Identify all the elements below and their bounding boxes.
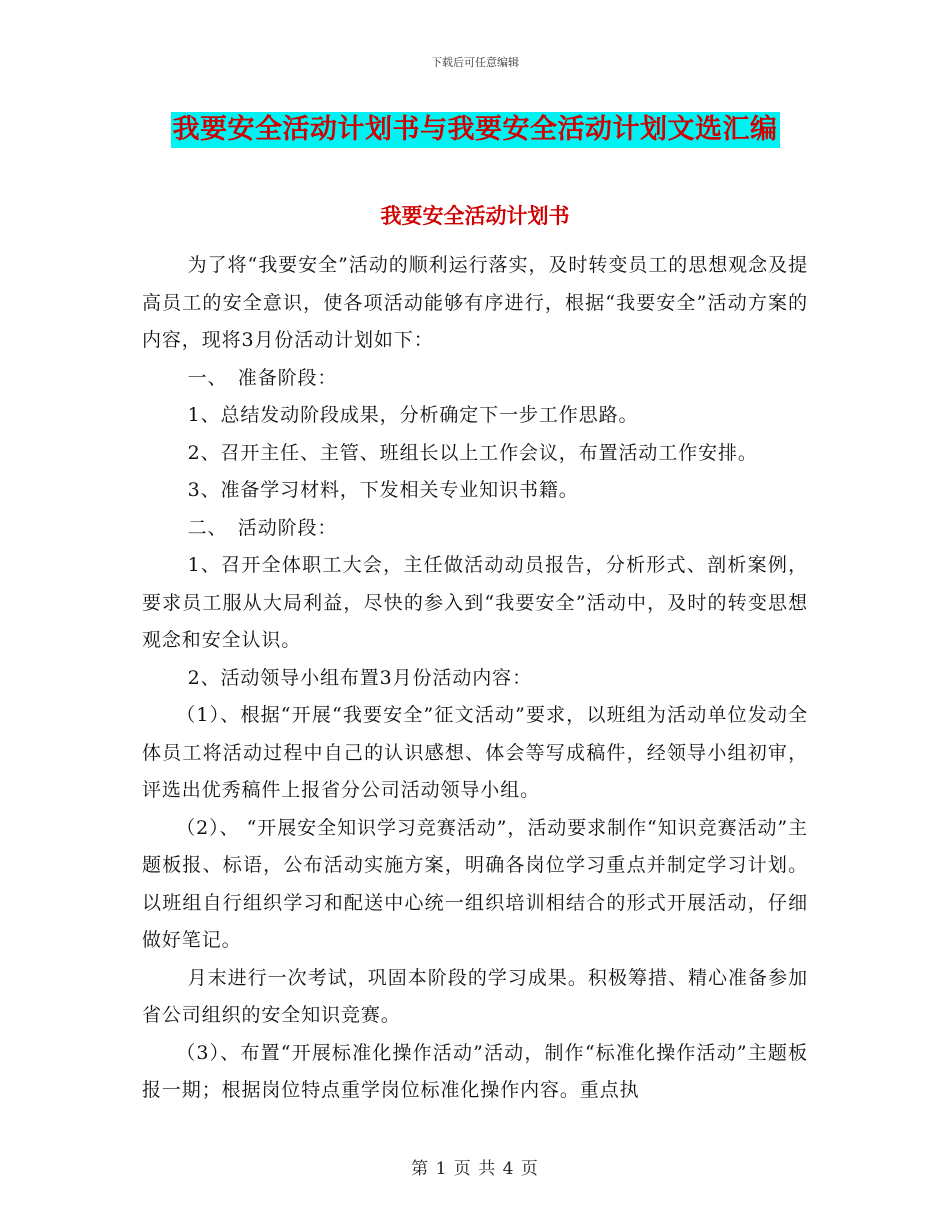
header-note: 下载后可任意编辑 — [431, 56, 519, 69]
paragraph-activity-sub-2: （2）、 “开展安全知识学习竞赛活动”，活动要求制作“知识竞赛活动”主题板报、标语，公布活动实施方案，明确各岗位学习重点并制定学习计划。以班组自行组织学习和配送中心统一组织培训相结合的形式开展活动，仔细做好笔记。 — [142, 816, 808, 951]
paragraph-activity-item-2: 2、活动领导小组布置3月份活动内容： — [187, 666, 532, 689]
paragraph-intro: 为了将“我要安全”活动的顺利运行落实，及时转变员工的思想观念及提高员工的安全意识，使各项活动能够有序进行，根据“我要安全”活动方案的内容，现将3月份活动计划如下： — [142, 254, 808, 351]
paragraph-prep-item-2: 2、召开主任、主管、班组长以上工作会议，布置活动工作安排。 — [187, 441, 758, 464]
paragraph-prep-item-1: 1、总结发动阶段成果，分析确定下一步工作思路。 — [187, 404, 639, 426]
section-title: 我要安全活动计划书 — [380, 204, 570, 228]
document-main-title: 我要安全活动计划书与我要安全活动计划文选汇编 — [171, 112, 780, 148]
paragraph-prep-item-3: 3、准备学习材料，下发相关专业知识书籍。 — [187, 479, 579, 501]
paragraph-exam-note: 月末进行一次考试，巩固本阶段的学习成果。积极筹措、精心准备参加省公司组织的安全知识竞赛。 — [142, 966, 808, 1026]
paragraph-activity-sub-1: （1）、根据“开展“我要安全”征文活动”要求，以班组为活动单位发动全体员工将活动过程中自己的认识感想、体会等写成稿件，经领导小组初审，评选出优秀稿件上报省分公司活动领导小组。 — [142, 704, 808, 801]
main-title-wrapper — [0, 112, 950, 148]
heading-preparation-stage: 一、 准备阶段： — [187, 366, 338, 389]
paragraph-activity-sub-3: （3）、布置“开展标准化操作活动”活动，制作“标准化操作活动”主题板报一期；根据岗位特点重学岗位标准化操作内容。重点执 — [142, 1041, 808, 1101]
paragraph-activity-item-1: 1、召开全体职工大会，主任做活动动员报告，分析形式、剖析案例，要求员工服从大局利益，尽快的参入到“我要安全”活动中，及时的转变思想观念和安全认识。 — [142, 554, 808, 651]
document-body — [142, 247, 808, 1110]
heading-activity-stage: 二、 活动阶段： — [187, 516, 338, 539]
page-footer: 第 1 页 共 4 页 — [411, 1159, 539, 1179]
